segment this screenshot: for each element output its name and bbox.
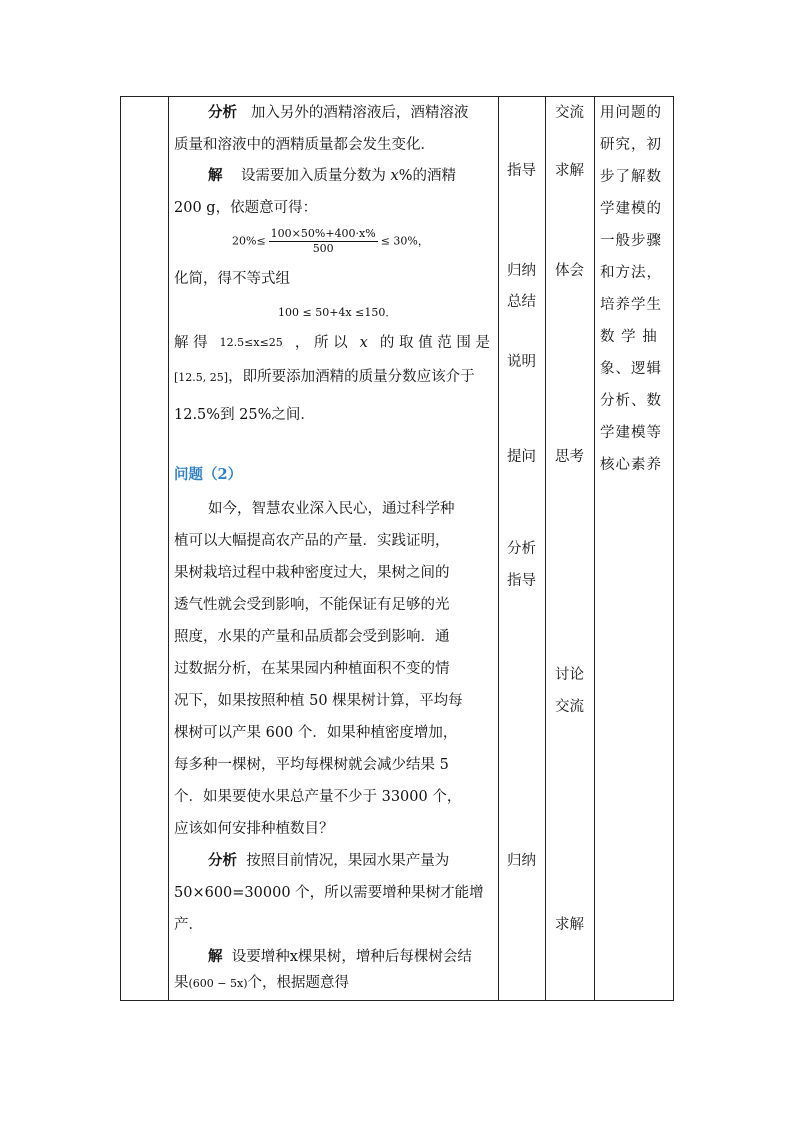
- question2-line: 应该如何安排种植数目？: [174, 821, 334, 837]
- teacher-activity-item: 分析: [507, 541, 536, 557]
- variable-x: x: [390, 168, 399, 184]
- design-intent-line: 学建模等: [600, 425, 662, 441]
- student-activity-item: 交流: [555, 699, 584, 715]
- analysis2-line1: [174, 851, 449, 871]
- teacher-activity-item: 归纳: [507, 263, 536, 279]
- inequality-1: [232, 227, 429, 256]
- student-activity-item: 求解: [555, 163, 584, 179]
- design-intent-line: 象、逻辑: [600, 361, 662, 377]
- question2-line: 照度，水果的产量和品质都会受到影响．通: [174, 629, 450, 645]
- inequality-right: ≤ 30%，: [380, 234, 429, 248]
- fraction-denominator: 500: [312, 242, 334, 255]
- design-intent-line: 用问题的: [600, 105, 662, 121]
- design-intent-line: 一般步骤: [600, 233, 662, 249]
- question2-line: 棵树可以产果 600 个．如果种植密度增加，: [174, 725, 458, 741]
- teacher-activity-item: 总结: [507, 294, 536, 310]
- design-intent-line: 培养学生: [600, 297, 662, 313]
- question2-line: 每多种一棵树，平均每棵树就会减少结果 5: [174, 757, 449, 773]
- design-intent-column: [594, 97, 675, 1000]
- design-intent-line: 和方法，: [600, 265, 662, 281]
- design-intent-line: 分析、数: [600, 393, 662, 409]
- student-activity-column: [545, 97, 594, 1000]
- solution-math: (600 − 5x): [188, 977, 248, 990]
- question2-title: 问题（2）: [174, 466, 243, 483]
- teacher-activity-item: 指导: [507, 573, 536, 589]
- analysis-label: 分析: [208, 852, 237, 869]
- analysis1-line2: 质量和溶液中的酒精质量都会发生变化．: [174, 137, 435, 153]
- solution-label: 解: [208, 167, 223, 184]
- range-line2: [174, 367, 475, 388]
- solution-text: 设需要加入质量分数为: [240, 168, 386, 184]
- question2-line: 透气性就会受到影响，不能保证有足够的光: [174, 597, 450, 613]
- analysis2-line3: 产．: [174, 917, 203, 933]
- student-activity-item: 交流: [555, 105, 584, 121]
- teacher-activity-item: 说明: [507, 354, 536, 370]
- fraction: [269, 227, 378, 256]
- inequality-2: 100 ≤ 50+4x ≤150．: [278, 306, 397, 319]
- analysis1-line1: [174, 103, 468, 123]
- inequality-left: 20%≤: [232, 234, 266, 248]
- range-line3: 12.5%到 25%之间．: [174, 407, 315, 423]
- design-intent-line: 学建模的: [600, 201, 662, 217]
- range-math: 12.5≤x≤25: [219, 336, 283, 349]
- question2-line: 如今，智慧农业深入民心，通过科学种: [208, 501, 455, 517]
- analysis-text: 加入另外的酒精溶液后，酒精溶液: [250, 105, 469, 121]
- teacher-activity-item: 提问: [507, 449, 536, 465]
- solution-text: 设要增种x棵果树，增种后每棵树会结: [231, 949, 472, 965]
- range-text: 解 得: [174, 335, 208, 351]
- analysis-text: 按照目前情况，果园水果产量为: [246, 853, 450, 869]
- simplify-line: 化简，得不等式组: [174, 271, 290, 287]
- question2-line: 植可以大幅提高农产品的产量．实践证明，: [174, 533, 450, 549]
- teacher-activity-item: 指导: [507, 163, 536, 179]
- design-intent-line: 核心素养: [600, 457, 662, 473]
- variable-x: x: [359, 335, 368, 351]
- student-activity-item: 体会: [555, 263, 584, 279]
- teacher-activity-item: 归纳: [507, 853, 536, 869]
- question2-line: 况下，如果按照种植 50 棵果树计算，平均每: [174, 693, 463, 709]
- design-intent-line: 研究，初: [600, 137, 662, 153]
- question2-line: 个．如果要使水果总产量不少于 33000 个，: [174, 789, 462, 805]
- solution2-line1: [174, 947, 472, 967]
- range-text: ， 所 以: [294, 335, 348, 351]
- solution-text: 果: [174, 975, 189, 991]
- solution-text: %的酒精: [398, 168, 457, 184]
- teacher-activity-column: [498, 97, 545, 1000]
- range-text: 的 取 值 范 围 是: [379, 335, 490, 351]
- student-activity-item: 讨论: [555, 667, 584, 683]
- content-column: [168, 97, 498, 1000]
- analysis-label: 分析: [208, 104, 237, 121]
- design-intent-line: 数 学 抽: [600, 329, 658, 345]
- question2-line: 过数据分析，在某果园内种植面积不变的情: [174, 661, 450, 677]
- solution-text: 个，根据题意得: [247, 975, 349, 991]
- student-activity-item: 思考: [555, 449, 584, 465]
- range-text: ，即所要添加酒精的质量分数应该介于: [228, 369, 475, 385]
- fraction-numerator: 100×50%+400·x%: [270, 227, 376, 240]
- range-line1: [174, 333, 490, 353]
- solution2-line2: [174, 973, 349, 994]
- range-interval: [12.5, 25]: [174, 371, 229, 384]
- design-intent-line: 步了解数: [600, 169, 662, 185]
- analysis2-line2: 50×600=30000 个，所以需要增种果树才能增: [174, 885, 484, 901]
- solution1-line1: [174, 166, 456, 186]
- solution1-line2: 200 g，依题意可得：: [174, 200, 318, 216]
- question2-line: 果树栽培过程中栽种密度过大，果树之间的: [174, 565, 450, 581]
- student-activity-item: 求解: [555, 917, 584, 933]
- solution-label: 解: [208, 948, 223, 965]
- lesson-table: [120, 96, 674, 1001]
